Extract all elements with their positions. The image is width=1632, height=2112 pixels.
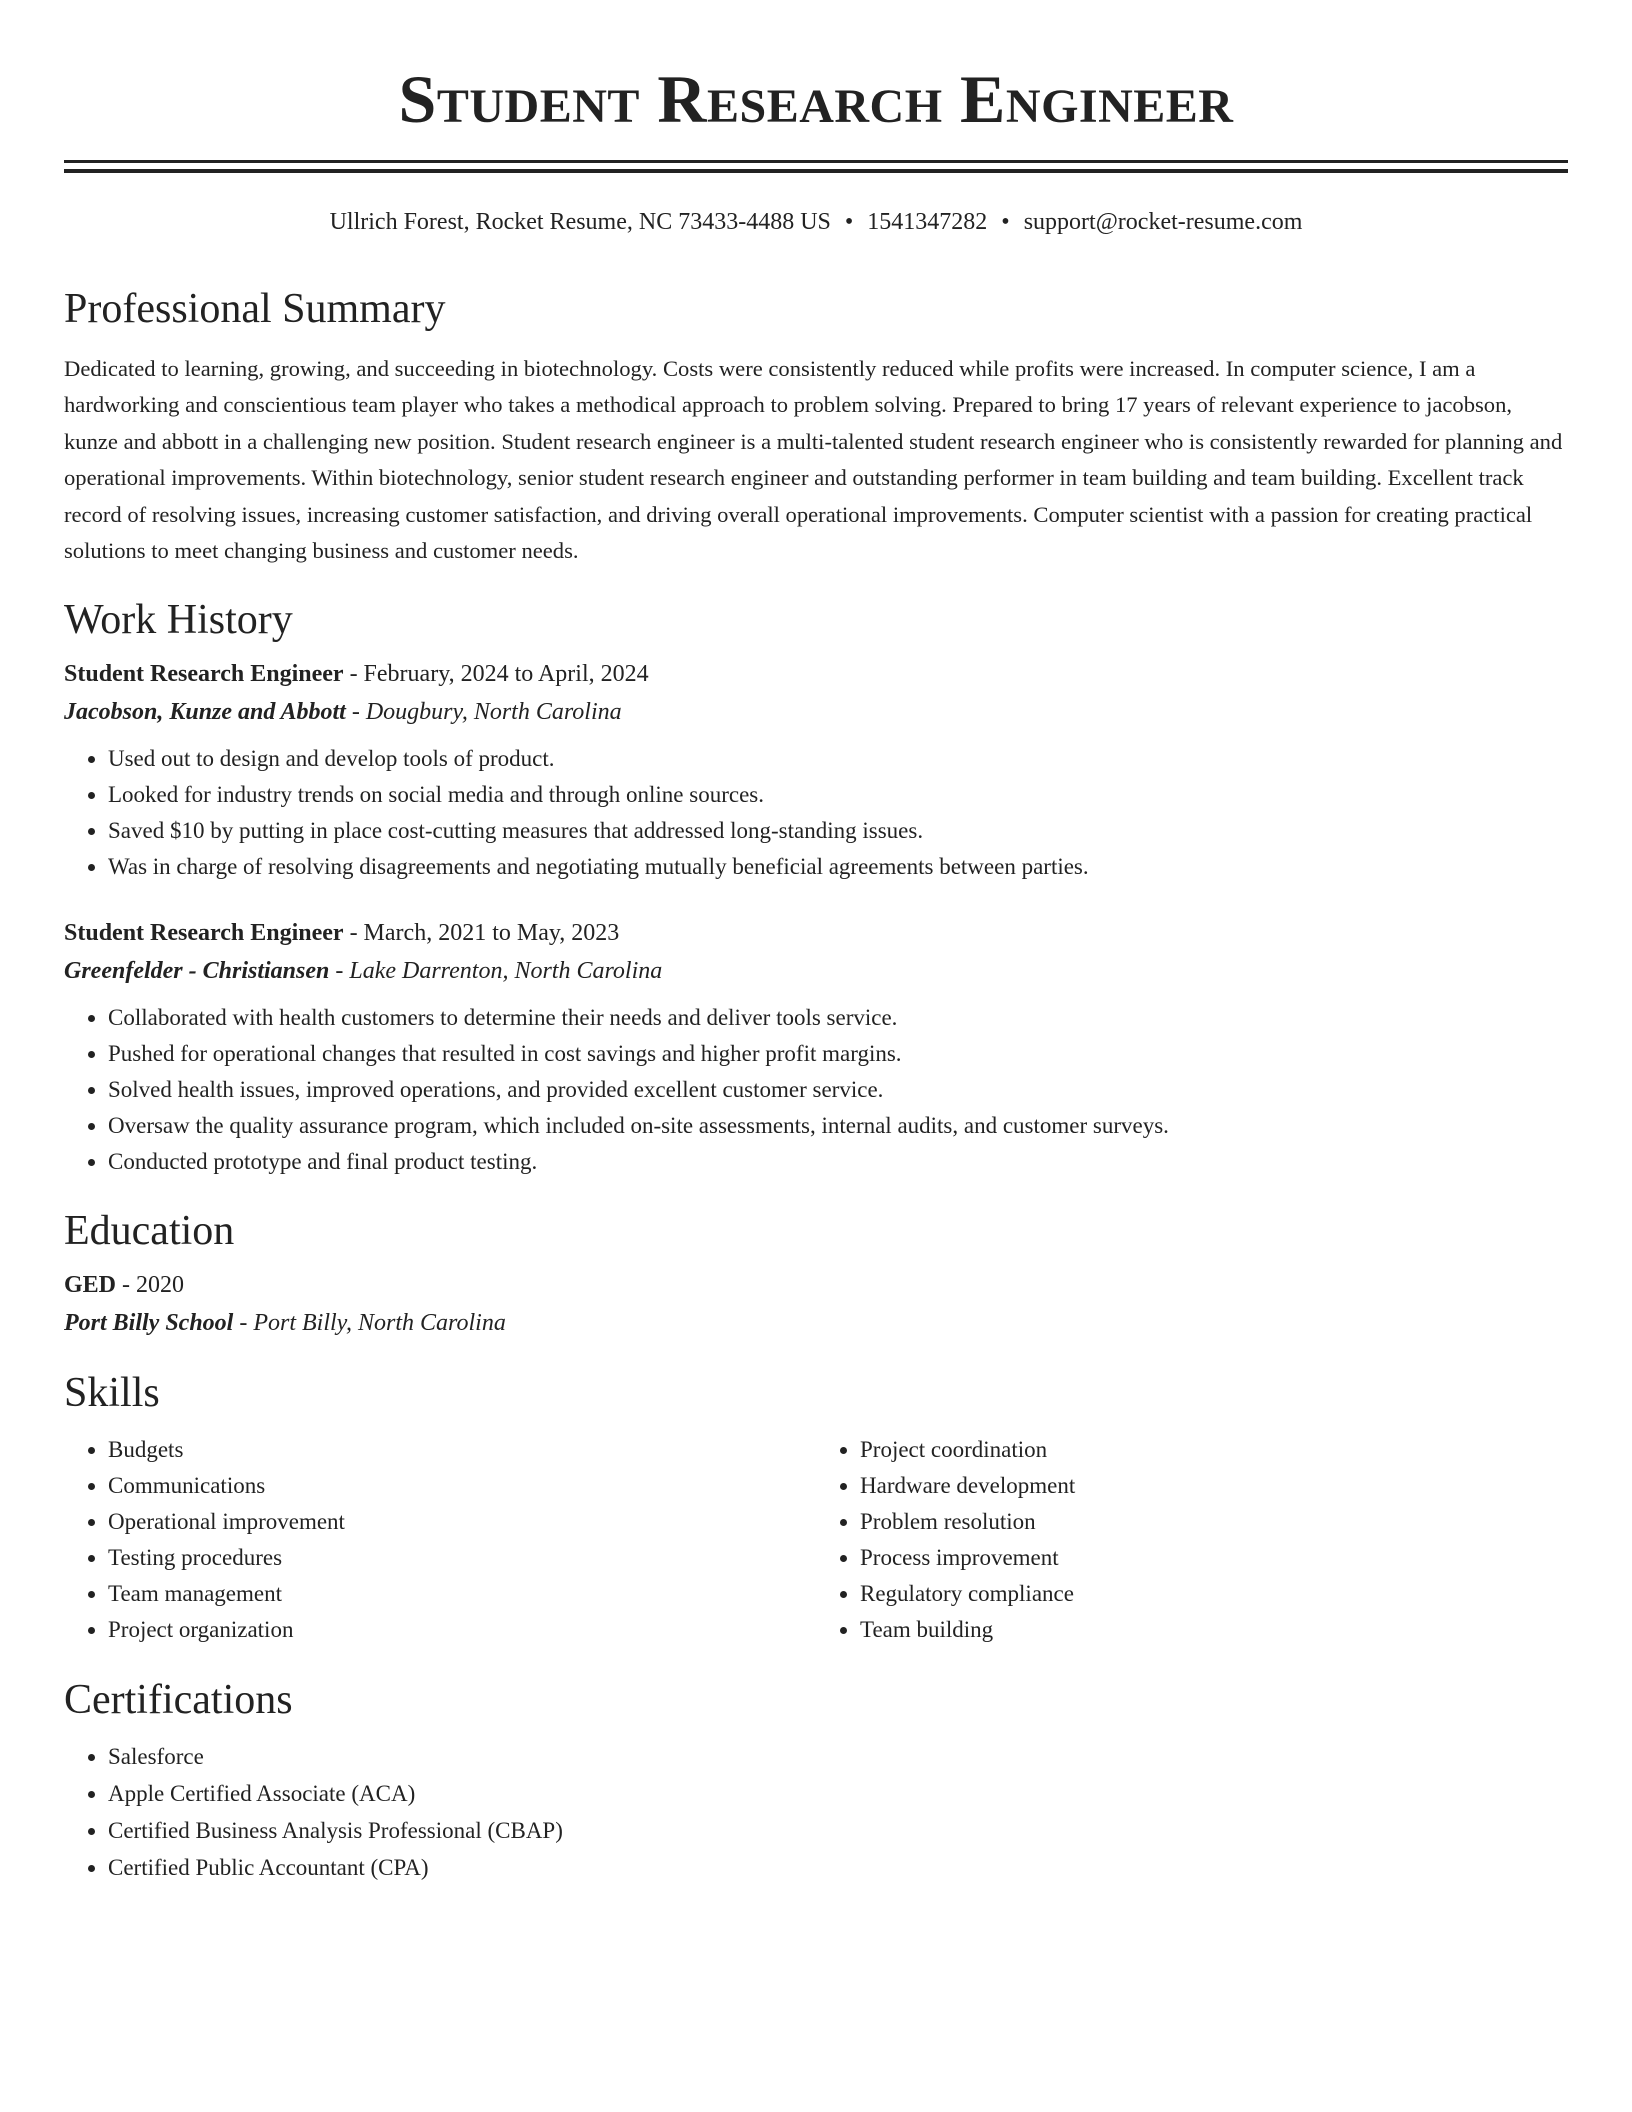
education-location: - Port Billy, North Carolina — [233, 1310, 506, 1337]
job-bullet: • Looked for industry trends on social media and through online sources. — [108, 777, 1568, 813]
skill-item: • Communications — [108, 1468, 816, 1504]
education-degree-line — [64, 1270, 1568, 1300]
skill-item: • Problem resolution — [860, 1504, 1568, 1540]
contact-email: support@rocket-resume.com — [1023, 209, 1303, 235]
job-entry — [64, 918, 1568, 1180]
resume-page — [64, 0, 1568, 1886]
skill-item: • Testing procedures — [108, 1540, 816, 1576]
job-bullet: • Collaborated with health customers to determine their needs and deliver tools service. — [108, 1000, 1568, 1036]
skill-item: • Operational improvement — [108, 1504, 816, 1540]
contact-separator: • — [844, 209, 854, 235]
job-location: - Dougbury, North Carolina — [345, 699, 622, 726]
job-bullet: • Saved $10 by putting in place cost-cutting measures that addressed long-standing issues. — [108, 813, 1568, 849]
job-title-line — [64, 659, 1568, 689]
job-entry — [64, 659, 1568, 885]
divider-line-bottom — [64, 169, 1568, 173]
contact-phone: 1541347282 — [867, 209, 988, 235]
education-year: - 2020 — [116, 1272, 185, 1299]
skill-item: • Hardware development — [860, 1468, 1568, 1504]
education-school: Port Billy School — [64, 1310, 234, 1337]
contact-line — [64, 207, 1568, 237]
skill-item: • Budgets — [108, 1432, 816, 1468]
education-school-line — [64, 1308, 1568, 1338]
skill-item: • Project organization — [108, 1612, 816, 1648]
job-bullet: • Oversaw the quality assurance program, which included on-site assessments, internal audits, and customer surveys. — [108, 1108, 1568, 1144]
skill-item: • Team building — [860, 1612, 1568, 1648]
skill-item: • Regulatory compliance — [860, 1576, 1568, 1612]
summary-text: Dedicated to learning, growing, and succeeding in biotechnology. Costs were consistently reduced while profits were increased. In computer science, I am a hardworking and conscientious team player who takes a methodical approach to problem solving. Prepared to bring 17 years of relevant experience to jacobson, kunze and abbott in a challenging new position. Student research engineer is a multi-talented student research engineer who is consistently rewarded for planning and operational improvements. Within biotechnology, senior student research engineer and outstanding performer in team building and team building. Excellent track record of resolving issues, increasing customer satisfaction, and driving overall operational improvements. Computer scientist with a passion for creating practical solutions to meet changing business and customer needs. — [64, 356, 1563, 564]
education-entry — [64, 1270, 1568, 1338]
resume-title: Student Research Engineer — [398, 61, 1234, 137]
certification-item: • Apple Certified Associate (ACA) — [108, 1776, 1568, 1813]
job-company: Jacobson, Kunze and Abbott — [64, 699, 346, 726]
certification-item: • Certified Business Analysis Professional (CBAP) — [108, 1813, 1568, 1850]
summary-heading: Professional Summary — [64, 286, 446, 332]
job-bullet: • Solved health issues, improved operations, and provided excellent customer service. — [108, 1072, 1568, 1108]
certification-item: • Certified Public Accountant (CPA) — [108, 1850, 1568, 1887]
skill-item: • Project coordination — [860, 1432, 1568, 1468]
contact-separator: • — [1001, 209, 1010, 235]
job-role: Student Research Engineer — [64, 661, 344, 688]
skill-item: • Process improvement — [860, 1540, 1568, 1576]
job-bullets — [64, 1000, 1568, 1180]
job-dates: - March, 2021 to May, 2023 — [343, 920, 620, 947]
certification-item: • Salesforce — [108, 1739, 1568, 1776]
job-bullet: • Was in charge of resolving disagreements and negotiating mutually beneficial agreements between parties. — [108, 849, 1568, 885]
job-company: Greenfelder - Christiansen — [64, 958, 330, 985]
job-title-line — [64, 918, 1568, 948]
job-location: - Lake Darrenton, North Carolina — [329, 958, 663, 985]
work-history-heading: Work History — [64, 597, 293, 644]
job-bullet: • Used out to design and develop tools of product. — [108, 741, 1568, 777]
skill-item: • Team management — [108, 1576, 816, 1612]
education-heading: Education — [64, 1208, 235, 1255]
contact-address: Ullrich Forest, Rocket Resume, NC 73433-4488 US — [329, 209, 831, 235]
job-bullets — [64, 741, 1568, 885]
job-role: Student Research Engineer — [64, 920, 344, 947]
job-company-line — [64, 956, 1568, 986]
skills-heading: Skills — [64, 1370, 160, 1417]
job-dates: - February, 2024 to April, 2024 — [343, 661, 649, 688]
job-company-line — [64, 697, 1568, 727]
certifications-heading: Certifications — [64, 1677, 293, 1724]
skills-grid — [64, 1432, 1568, 1648]
job-bullet: • Pushed for operational changes that resulted in cost savings and higher profit margins. — [108, 1036, 1568, 1072]
skills-column-left — [64, 1432, 816, 1648]
title-divider — [64, 160, 1568, 173]
education-degree: GED — [64, 1272, 117, 1299]
skills-column-right — [816, 1432, 1568, 1648]
job-bullet: • Conducted prototype and final product testing. — [108, 1144, 1568, 1180]
divider-line-top — [64, 160, 1568, 163]
certifications-list — [64, 1739, 1568, 1886]
